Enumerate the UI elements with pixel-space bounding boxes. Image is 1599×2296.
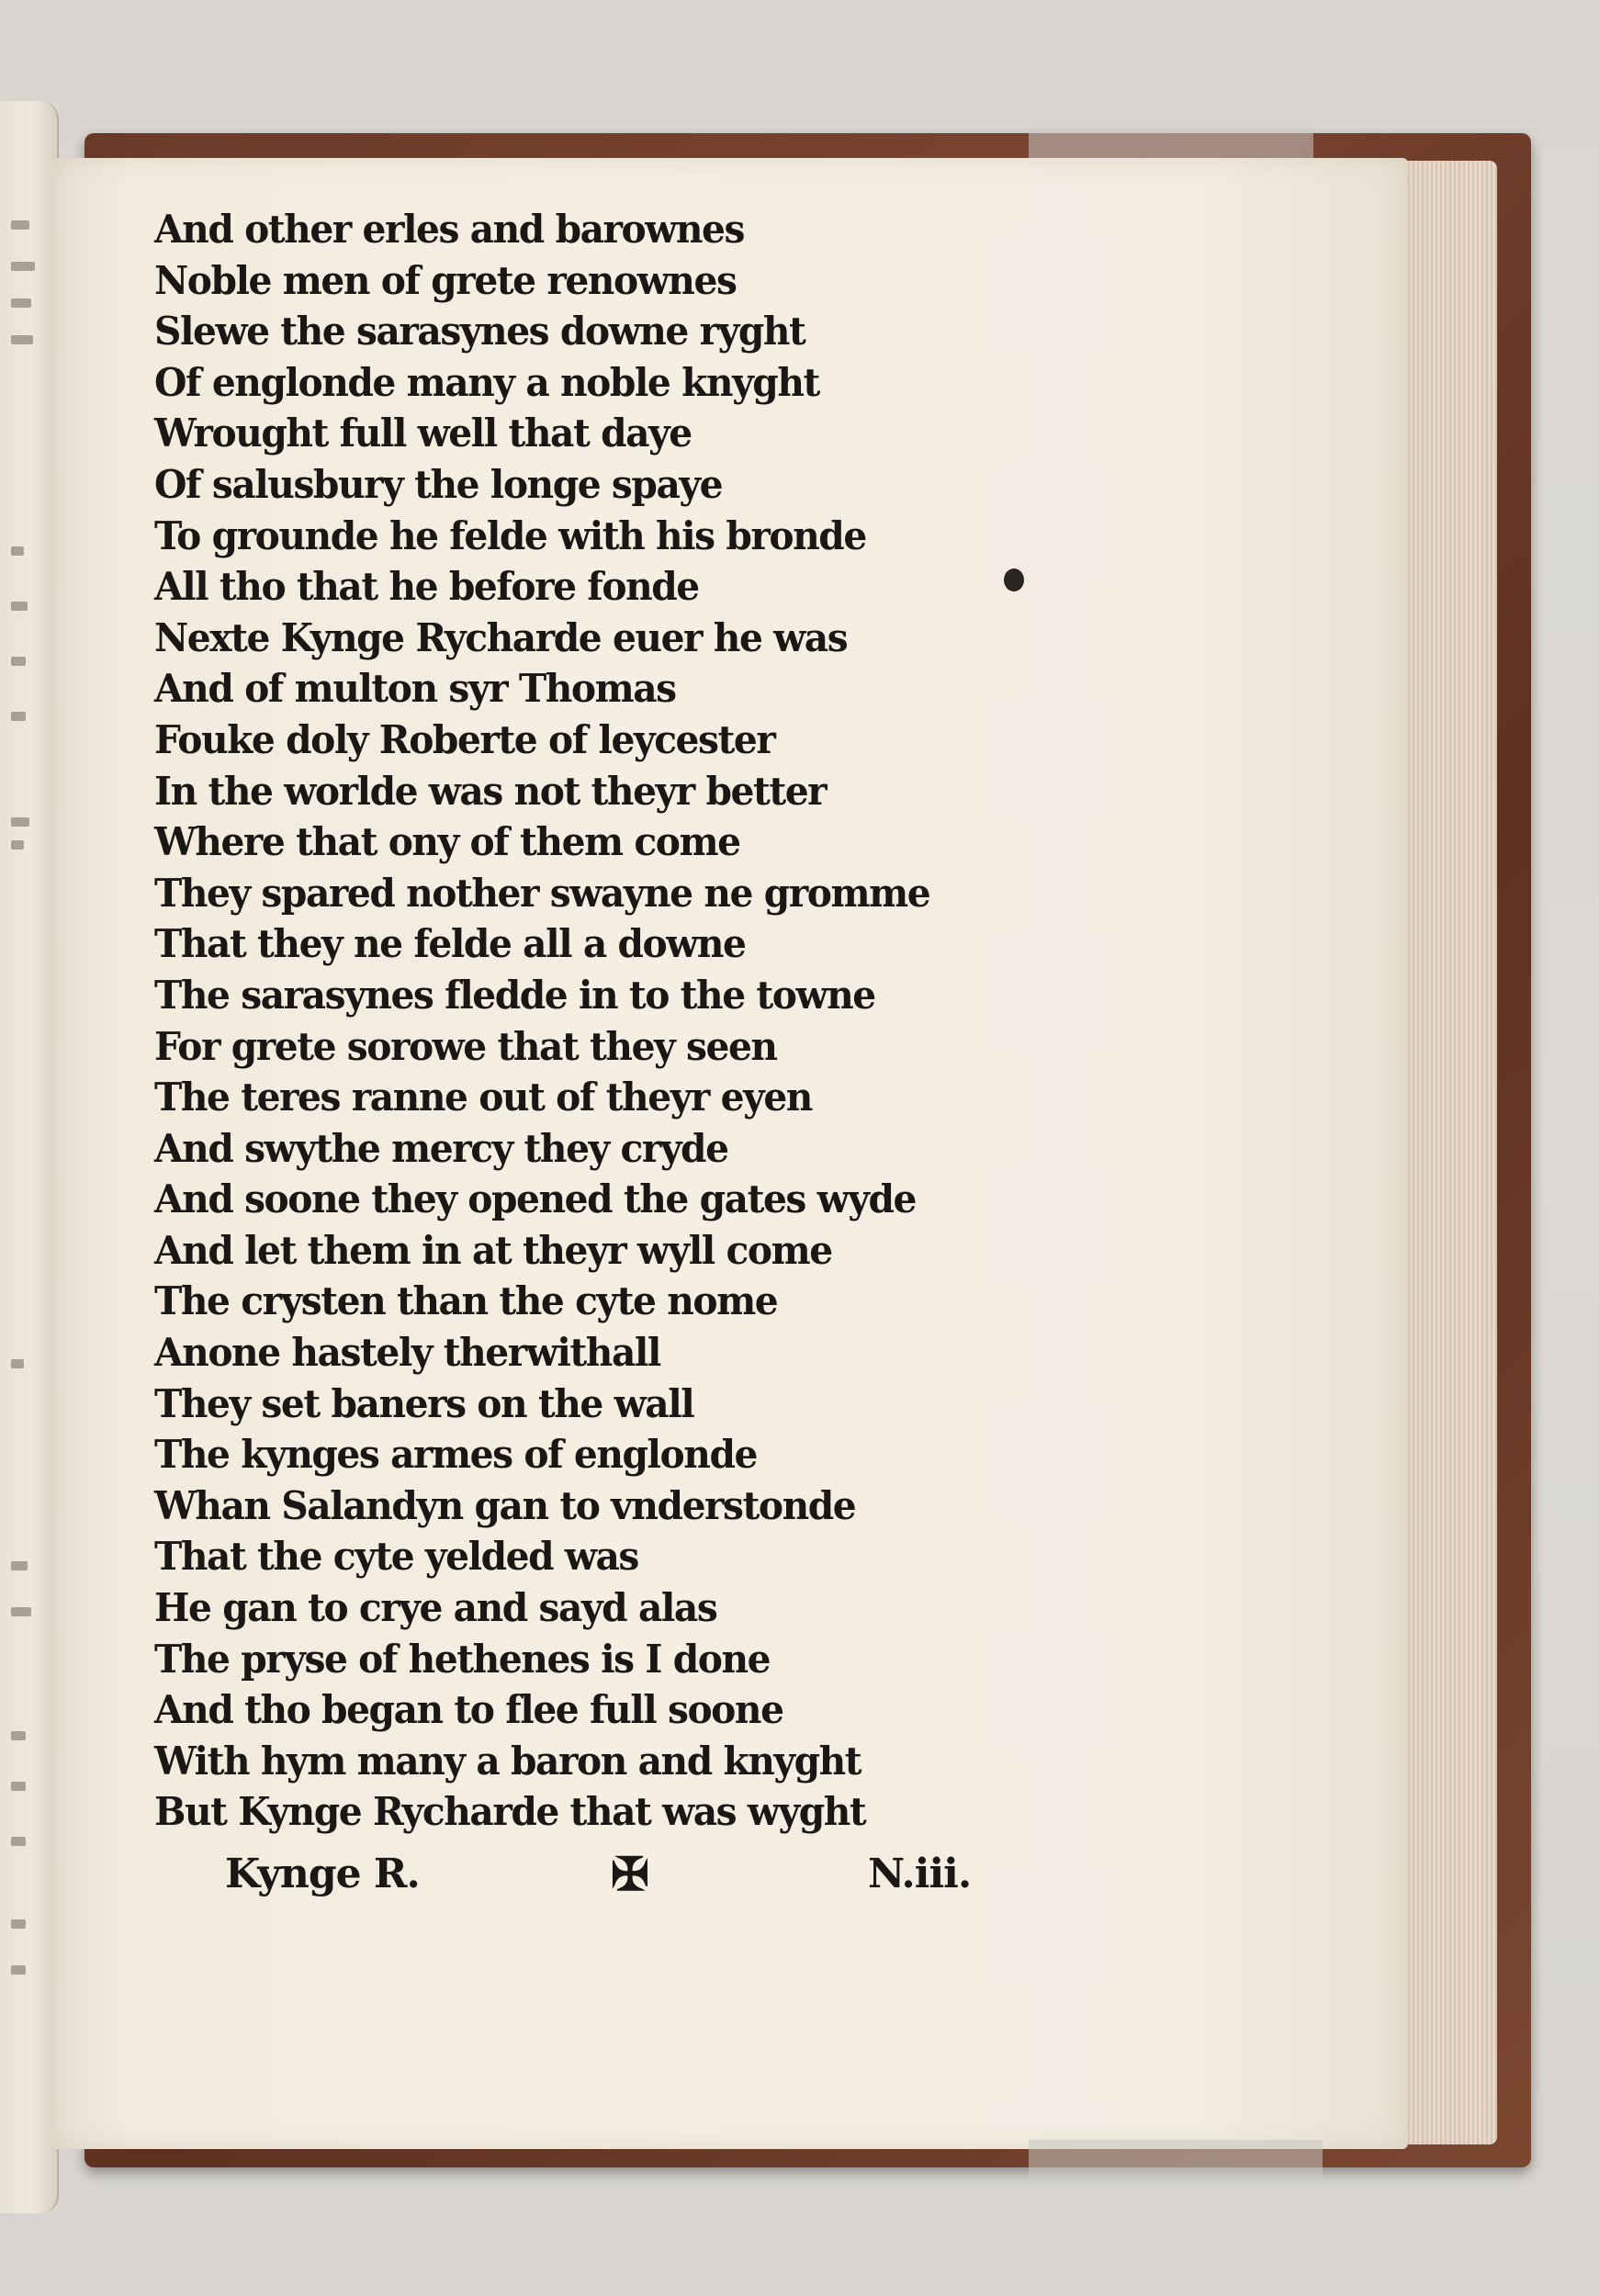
ink-mark — [11, 657, 26, 666]
ink-mark — [11, 1965, 26, 1975]
ink-mark — [11, 220, 29, 230]
catchword: Kynge R. — [225, 1851, 420, 1897]
ink-mark — [11, 298, 31, 308]
verse-line: They spared nother swayne ne gromme — [154, 870, 930, 916]
verse-line: To grounde he felde with his bronde — [154, 512, 866, 558]
verse-line: And let them in at theyr wyll come — [154, 1227, 832, 1273]
verse-line: For grete sorowe that they seen — [154, 1023, 777, 1069]
ink-mark — [11, 335, 33, 344]
verse-line: That they ne felde all a downe — [154, 921, 746, 967]
verse-text-block — [154, 204, 981, 1838]
ink-mark — [11, 546, 24, 556]
verse-line: Where that ony of them come — [154, 819, 740, 865]
page-footer — [225, 1847, 1006, 1906]
verse-line: And of multon syr Thomas — [154, 666, 676, 712]
cross-ornament-icon: ✠ — [611, 1847, 649, 1901]
verse-line: All tho that he before fonde — [154, 564, 699, 610]
verse-line: Whan Salandyn gan to vnderstonde — [154, 1482, 856, 1528]
verse-line: And tho began to flee full soone — [154, 1687, 783, 1733]
verse-line: And other erles and barownes — [154, 207, 745, 252]
verse-line: Of englonde many a noble knyght — [154, 359, 819, 405]
ink-mark — [11, 1837, 26, 1846]
verse-line: Noble men of grete renownes — [154, 257, 737, 303]
verse-line: And soone they opened the gates wyde — [154, 1176, 916, 1222]
verse-line: Anone hastely therwithall — [154, 1330, 660, 1376]
ink-mark — [11, 262, 35, 271]
verse-line: The pryse of hethenes is I done — [154, 1636, 771, 1682]
ink-mark — [11, 1731, 26, 1740]
verse-line: They set baners on the wall — [154, 1380, 694, 1426]
verse-line: Nexte Kynge Rycharde euer he was — [154, 614, 848, 660]
verse-line: He gan to crye and sayd alas — [154, 1585, 717, 1631]
verse-line: The sarasynes fledde in to the towne — [154, 972, 875, 1018]
verse-line: In the worlde was not theyr better — [154, 768, 827, 814]
verse-line: Fouke doly Roberte of leycester — [154, 716, 775, 762]
ink-mark — [11, 817, 29, 827]
wormhole — [1004, 568, 1024, 591]
tape-strip-bottom — [1029, 2140, 1323, 2177]
verse-line: Of salusbury the longe spaye — [154, 461, 723, 507]
ink-mark — [11, 840, 24, 850]
ink-mark — [11, 1919, 26, 1929]
verse-line: The crysten than the cyte nome — [154, 1278, 778, 1324]
verse-line: The teres ranne out of theyr eyen — [154, 1075, 812, 1120]
verse-line: That the cyte yelded was — [154, 1534, 638, 1580]
verse-line: With hym many a baron and knyght — [154, 1738, 861, 1784]
ink-mark — [11, 712, 26, 721]
ink-mark — [11, 1782, 26, 1791]
verse-line: And swythe mercy they cryde — [154, 1125, 728, 1171]
verse-line: Wrought full well that daye — [154, 411, 692, 456]
verse-line: But Kynge Rycharde that was wyght — [154, 1789, 866, 1835]
verse-line: Slewe the sarasynes downe ryght — [154, 309, 805, 355]
ink-mark — [11, 1607, 31, 1616]
ink-mark — [11, 1359, 24, 1368]
verse-line: The kynges armes of englonde — [154, 1432, 757, 1478]
signature-mark: N.iii. — [868, 1851, 972, 1897]
ink-mark — [11, 602, 28, 611]
ink-mark — [11, 1561, 28, 1570]
